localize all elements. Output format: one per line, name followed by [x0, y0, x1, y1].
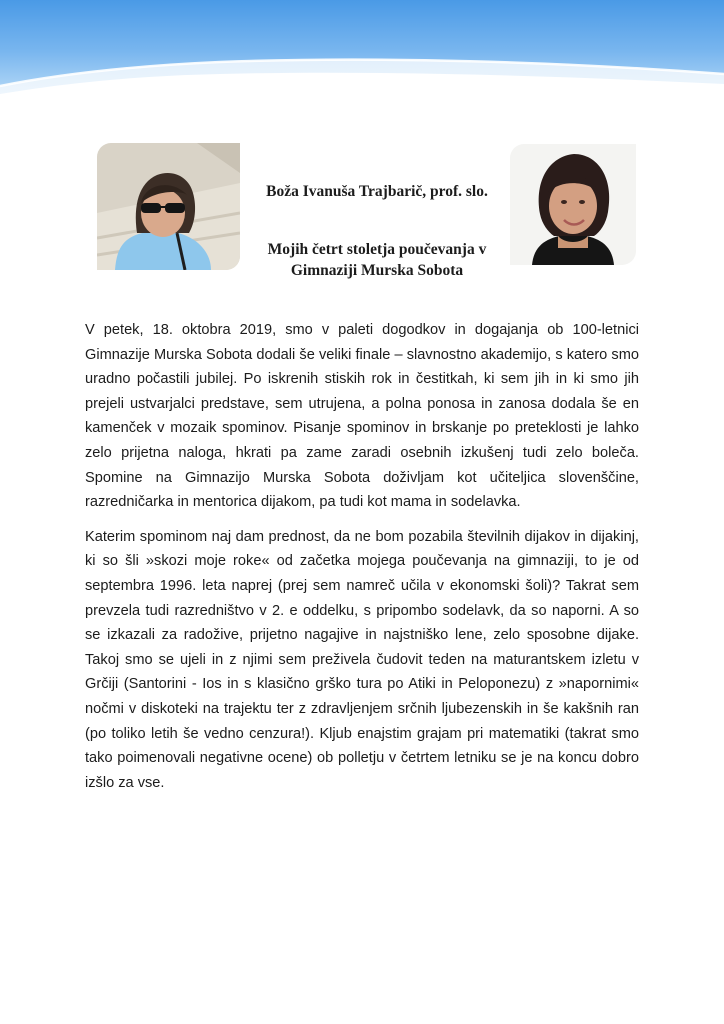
article-body [85, 318, 639, 805]
author-portrait-photo [510, 144, 636, 265]
header-wave-band [0, 0, 724, 110]
paragraph-2: Katerim spominom naj dam prednost, da ne bom pozabila številnih dijakov in dijakinj, ki so šli »skozi moje roke« od začetka mojega poučevanja na gimnaziji, to je od septembra 1996. leta naprej (prej sem namreč učila v ekonomski šoli)? Takrat sem prevzela tudi razredništvo v 2. e oddelku, s pripombo sodelavk, da so naporni. A so se izkazali za radožive, prijetno nagajive in najstniško lene, zelo sposobne dijake. Takoj smo se ujeli in z njimi sem preživela čudovit teden na maturantskem izletu v Grčiji (Santorini - Ios in s klasično grško tura po Atiki in Peloponezu) z »napornimi« nočmi v diskoteki na trajektu ter z zdravljenjem srčnih ljubezenskih in še kakšnih ran (po toliko letih še vedno cenzura!). Kljub enajstim grajam pri matematiki (takrat smo tako poimenovali negativne ocene) ob polletju v četrtem letniku se je na koncu dobro izšlo za vse. [85, 528, 639, 791]
article-title-line-1: Mojih četrt stoletja poučevanja v [267, 241, 487, 258]
author-photo-sunglasses [97, 143, 240, 270]
article-title-line-2: Gimnaziji Murska Sobota [290, 262, 464, 279]
paragraph-1: V petek, 18. oktobra 2019, smo v paleti dogodkov in dogajanja ob 100-letnici Gimnazije Murska Sobota dodali še veliki finale – slavnostno akademijo, s katero smo uradno počastili jubilej. Po iskrenih stiskih rok in čestitkah, ki sem jih in ki smo jih prejeli ustvarjalci predstave, sem utrujena, a polna ponosa in zanosa dodala še en kamenček v mozaik spominov. Pisanje spominov in brskanje po preteklosti je lahko zelo prijetna naloga, hkrati pa zame zaradi osebnih izkušenj tudi zelo boleča. Spomine na Gimnazijo Murska Sobota doživljam kot učiteljica slovenščine, razredničarka in mentorica dijakom, pa tudi kot mama in sodelavka. [85, 322, 639, 511]
author-name: Boža Ivanuša Trajbarič, prof. slo. [266, 183, 488, 200]
